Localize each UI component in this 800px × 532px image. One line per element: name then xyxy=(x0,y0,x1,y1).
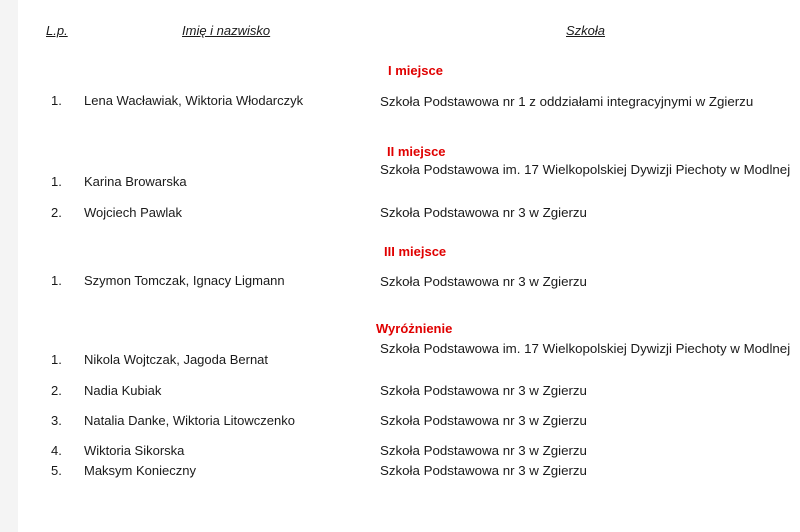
column-header-lp: L.p. xyxy=(46,23,68,38)
column-header-name: Imię i nazwisko xyxy=(182,23,271,38)
row-number: 1. xyxy=(51,93,62,108)
participant-name: Lena Wacławiak, Wiktoria Włodarczyk xyxy=(84,93,304,108)
school-name: Szkoła Podstawowa nr 3 w Zgierzu xyxy=(380,463,587,478)
participant-name: Maksym Konieczny xyxy=(84,463,196,478)
school-name: Szkoła Podstawowa nr 3 w Zgierzu xyxy=(380,274,587,289)
participant-name: Wiktoria Sikorska xyxy=(84,443,185,458)
school-name: Szkoła Podstawowa im. 17 Wielkopolskiej Dywizji Piechoty w Modlnej xyxy=(380,162,791,177)
school-name: Szkoła Podstawowa nr 3 w Zgierzu xyxy=(380,443,587,458)
row-number: 1. xyxy=(51,352,62,367)
section-title-distinction: Wyróżnienie xyxy=(376,321,453,336)
section-title-first-place: I miejsce xyxy=(388,63,443,78)
row-number: 4. xyxy=(51,443,62,458)
row-number: 1. xyxy=(51,174,62,189)
row-number: 2. xyxy=(51,383,62,398)
participant-name: Wojciech Pawlak xyxy=(84,205,183,220)
participant-name: Nikola Wojtczak, Jagoda Bernat xyxy=(84,352,269,367)
row-number: 2. xyxy=(51,205,62,220)
school-name: Szkoła Podstawowa im. 17 Wielkopolskiej Dywizji Piechoty w Modlnej xyxy=(380,341,791,356)
row-number: 3. xyxy=(51,413,62,428)
participant-name: Szymon Tomczak, Ignacy Ligmann xyxy=(84,273,285,288)
participant-name: Karina Browarska xyxy=(84,174,187,189)
section-title-second-place: II miejsce xyxy=(387,144,446,159)
participant-name: Nadia Kubiak xyxy=(84,383,162,398)
participant-name: Natalia Danke, Wiktoria Litowczenko xyxy=(84,413,295,428)
school-name: Szkoła Podstawowa nr 3 w Zgierzu xyxy=(380,383,587,398)
row-number: 1. xyxy=(51,273,62,288)
section-title-third-place: III miejsce xyxy=(384,244,447,259)
school-name: Szkoła Podstawowa nr 3 w Zgierzu xyxy=(380,205,587,220)
school-name: Szkoła Podstawowa nr 1 z oddziałami integracyjnymi w Zgierzu xyxy=(380,94,754,109)
column-header-school: Szkoła xyxy=(566,23,606,38)
school-name: Szkoła Podstawowa nr 3 w Zgierzu xyxy=(380,413,587,428)
row-number: 5. xyxy=(51,463,62,478)
